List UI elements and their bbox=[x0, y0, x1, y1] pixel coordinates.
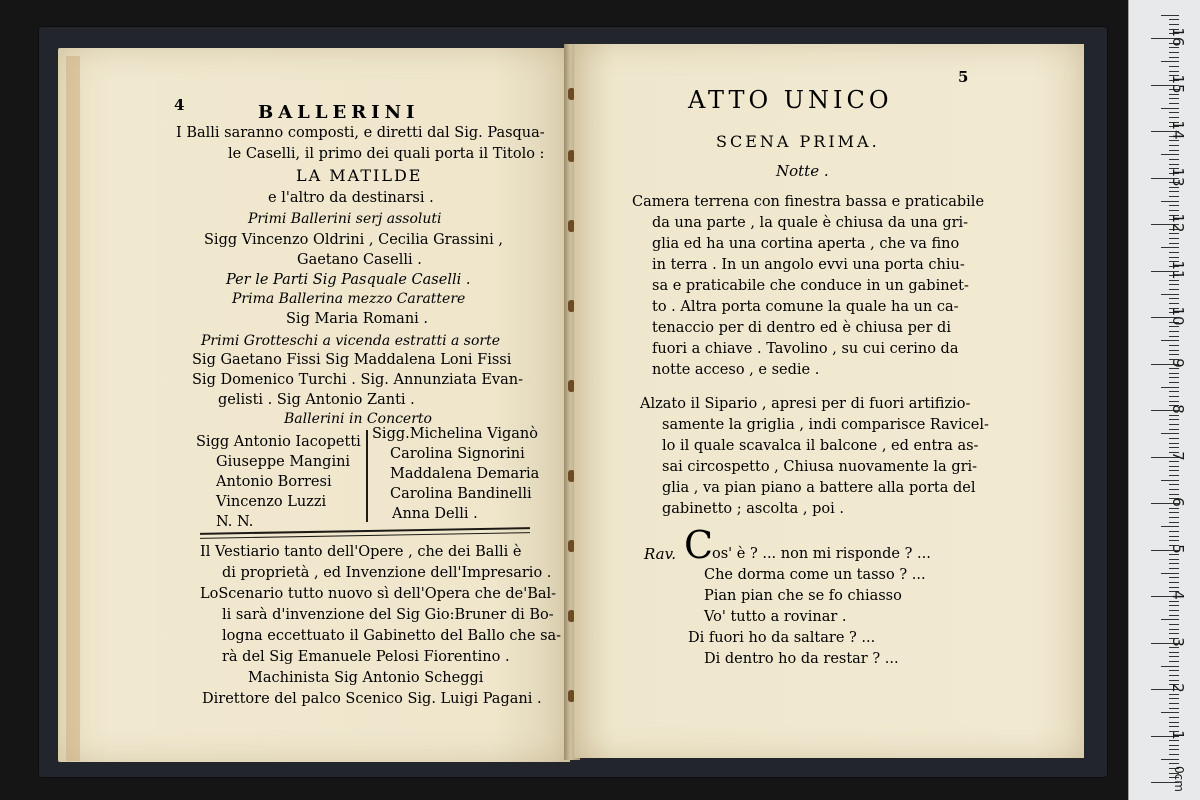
title-la-matilde: LA MATILDE bbox=[296, 166, 423, 185]
concerto-name: Carolina Signorini bbox=[390, 446, 525, 462]
description-line: lo il quale scavalca il balcone , ed entra as- bbox=[662, 438, 979, 454]
description-line: notte acceso , e sedie . bbox=[652, 362, 820, 378]
ruler-label: 7 bbox=[1169, 450, 1187, 461]
description-line: to . Altra porta comune la quale ha un ca- bbox=[652, 299, 959, 315]
ruler-tick bbox=[1169, 698, 1179, 699]
ruler-tick bbox=[1169, 52, 1179, 53]
ruler-tick bbox=[1169, 331, 1179, 332]
ruler-label: 14 bbox=[1169, 120, 1187, 140]
verse-line: Che dorma come un tasso ? ... bbox=[704, 567, 926, 583]
drop-cap: C bbox=[684, 523, 714, 567]
page-number-right: 5 bbox=[958, 68, 969, 86]
ruler-tick bbox=[1169, 670, 1179, 671]
ruler-tick bbox=[1161, 712, 1179, 713]
description-line: da una parte , la quale è chiusa da una gri- bbox=[652, 215, 969, 231]
ruler-label: 4 bbox=[1169, 590, 1187, 600]
label-concerto: Ballerini in Concerto bbox=[284, 411, 432, 427]
ruler-tick bbox=[1169, 196, 1179, 197]
ruler-label: 5 bbox=[1169, 543, 1187, 554]
verse-line: Di dentro ho da restar ? ... bbox=[704, 651, 899, 667]
speaker-label: Rav. bbox=[644, 545, 677, 563]
ruler-tick bbox=[1169, 117, 1179, 118]
ruler-label: 8 bbox=[1169, 404, 1187, 414]
verse-first: os' è ? ... non mi risponde ? ... bbox=[712, 546, 931, 562]
ruler-tick bbox=[1169, 19, 1179, 20]
concerto-name: Giuseppe Mangini bbox=[216, 454, 351, 470]
ruler-label: 0cm bbox=[1172, 766, 1186, 792]
ruler-tick bbox=[1169, 429, 1179, 430]
verse-line: Di fuori ho da saltare ? ... bbox=[688, 630, 876, 646]
credits-line: Direttore del palco Scenico Sig. Luigi Pagani . bbox=[202, 691, 542, 707]
ruler-tick bbox=[1169, 391, 1179, 392]
ruler-label: 12 bbox=[1169, 213, 1187, 233]
ruler-tick bbox=[1169, 150, 1179, 151]
ruler-tick bbox=[1169, 257, 1179, 258]
ruler-tick bbox=[1169, 382, 1179, 383]
label-grotteschi: Primi Grotteschi a vicenda estratti a sorte bbox=[201, 333, 501, 349]
credits-line: Machinista Sig Antonio Scheggi bbox=[248, 670, 484, 686]
description-line: glia ed ha una cortina aperta , che va fino bbox=[652, 236, 960, 252]
ruler-tick bbox=[1169, 71, 1179, 72]
ruler-tick bbox=[1169, 484, 1179, 485]
description-line: samente la griglia , indi comparisce Ravicel- bbox=[662, 417, 989, 433]
heading-ballerini: BALLERINI bbox=[258, 102, 420, 123]
ruler-tick bbox=[1169, 522, 1179, 523]
ruler-tick bbox=[1169, 443, 1179, 444]
ruler-tick bbox=[1169, 424, 1179, 425]
ruler-label: 10 bbox=[1169, 306, 1187, 326]
concerto-name: Maddalena Demaria bbox=[390, 466, 540, 482]
label-prima-ballerina: Prima Ballerina mezzo Carattere bbox=[232, 291, 466, 307]
ruler-label: 1 bbox=[1169, 729, 1187, 740]
ruler-label: 15 bbox=[1169, 73, 1187, 94]
ruler-tick bbox=[1169, 326, 1179, 327]
ruler-tick bbox=[1169, 512, 1179, 513]
ruler-tick bbox=[1169, 470, 1179, 471]
ruler-tick bbox=[1161, 433, 1179, 434]
prima-ballerina-name: Sig Maria Romani . bbox=[286, 311, 429, 327]
ruler-tick bbox=[1161, 294, 1179, 295]
credits-line: LoScenario tutto nuovo sì dell'Opera che de'Bal- bbox=[200, 586, 557, 602]
primi-ballerini-name: Sigg Vincenzo Oldrini , Cecilia Grassini , bbox=[204, 232, 503, 248]
ruler-tick bbox=[1161, 340, 1179, 341]
label-primi-ballerini: Primi Ballerini serj assoluti bbox=[248, 211, 442, 227]
ruler-tick bbox=[1169, 233, 1179, 234]
description-line: sai circospetto , Chiusa nuovamente la gri- bbox=[662, 459, 978, 475]
ruler-tick bbox=[1169, 98, 1179, 99]
ruler-tick bbox=[1169, 475, 1179, 476]
credits-line: Il Vestiario tanto dell'Opere , che dei Balli è bbox=[200, 544, 522, 560]
concerto-name: Anna Delli . bbox=[392, 506, 478, 522]
ruler-tick bbox=[1169, 47, 1179, 48]
credits-line: rà del Sig Emanuele Pelosi Fiorentino . bbox=[222, 649, 510, 665]
concerto-name: Antonio Borresi bbox=[216, 474, 332, 490]
ruler-tick bbox=[1169, 536, 1179, 537]
ruler-tick bbox=[1169, 298, 1179, 299]
ruler-tick bbox=[1169, 140, 1179, 141]
ruler-tick bbox=[1169, 336, 1179, 337]
ruler-tick bbox=[1161, 666, 1179, 667]
ruler-tick bbox=[1169, 210, 1179, 211]
concerto-name: N. N. bbox=[216, 514, 254, 530]
ruler-tick bbox=[1169, 303, 1179, 304]
ruler-tick bbox=[1161, 573, 1179, 574]
ruler-tick bbox=[1169, 577, 1179, 578]
description-line: glia , va pian piano a battere alla porta del bbox=[662, 480, 976, 496]
page-number-left: 4 bbox=[174, 96, 185, 114]
description-line: gabinetto ; ascolta , poi . bbox=[662, 501, 844, 517]
verse-line: Vo' tutto a rovinar . bbox=[704, 609, 847, 625]
ruler-tick bbox=[1169, 345, 1179, 346]
ruler-tick bbox=[1169, 289, 1179, 290]
primi-ballerini-name: Gaetano Caselli . bbox=[297, 252, 422, 268]
description-line: fuori a chiave . Tavolino , su cui cerino da bbox=[652, 341, 959, 357]
ruler-tick bbox=[1169, 610, 1179, 611]
ruler-label: 11 bbox=[1169, 259, 1187, 280]
concerto-name: Sigg Antonio Iacopetti bbox=[196, 434, 361, 450]
verse-line: Pian pian che se fo chiasso bbox=[704, 588, 902, 604]
ruler-tick bbox=[1169, 284, 1179, 285]
ruler-tick bbox=[1169, 708, 1179, 709]
ruler-label: 2 bbox=[1169, 683, 1187, 693]
ruler-tick bbox=[1169, 629, 1179, 630]
ruler-label: 16 bbox=[1169, 27, 1187, 47]
description-line: sa e praticabile che conduce in un gabinet- bbox=[652, 278, 969, 294]
ruler-tick bbox=[1169, 675, 1179, 676]
ruler-tick bbox=[1169, 568, 1179, 569]
scene-title: SCENA PRIMA. bbox=[716, 132, 880, 151]
ruler-tick bbox=[1169, 377, 1179, 378]
ruler-tick bbox=[1169, 717, 1179, 718]
ruler-tick bbox=[1169, 419, 1179, 420]
measurement-ruler bbox=[1128, 0, 1200, 800]
ruler-label: 6 bbox=[1169, 497, 1187, 507]
ruler-tick bbox=[1169, 605, 1179, 606]
grotteschi-name: gelisti . Sig Antonio Zanti . bbox=[218, 392, 415, 408]
ruler-tick bbox=[1161, 526, 1179, 527]
ruler-tick bbox=[1169, 252, 1179, 253]
intro-line: le Caselli, il primo dei quali porta il Titolo : bbox=[228, 146, 545, 162]
ruler-tick bbox=[1169, 703, 1179, 704]
description-line: in terra . In un angolo evvi una porta chiu- bbox=[652, 257, 965, 273]
credits-line: li sarà d'invenzione del Sig Gio:Bruner di Bo- bbox=[222, 607, 554, 623]
ruler-tick bbox=[1169, 624, 1179, 625]
ruler-tick bbox=[1161, 759, 1179, 760]
ruler-tick bbox=[1169, 722, 1179, 723]
ruler-tick bbox=[1169, 205, 1179, 206]
intro-line: I Balli saranno composti, e diretti dal Sig. Pasqua- bbox=[176, 125, 545, 141]
ruler-label: 13 bbox=[1169, 166, 1187, 187]
ruler-tick bbox=[1169, 754, 1179, 755]
ruler-tick bbox=[1161, 480, 1179, 481]
ruler-tick bbox=[1169, 164, 1179, 165]
ruler-tick bbox=[1169, 103, 1179, 104]
ruler-tick bbox=[1169, 489, 1179, 490]
credits-line: di proprietà , ed Invenzione dell'Impresario . bbox=[222, 565, 552, 581]
ruler-tick bbox=[1169, 57, 1179, 58]
ruler-tick bbox=[1161, 154, 1179, 155]
ruler-tick bbox=[1161, 108, 1179, 109]
ruler-tick bbox=[1169, 656, 1179, 657]
ruler-tick bbox=[1169, 66, 1179, 67]
concerto-name: Vincenzo Luzzi bbox=[216, 494, 327, 510]
ruler-tick bbox=[1169, 396, 1179, 397]
ruler-tick bbox=[1169, 243, 1179, 244]
ruler-tick bbox=[1169, 749, 1179, 750]
ruler-tick bbox=[1169, 615, 1179, 616]
ruler-tick bbox=[1161, 61, 1179, 62]
ruler-tick bbox=[1161, 387, 1179, 388]
description-line: tenaccio per di dentro ed è chiusa per di bbox=[652, 320, 951, 336]
column-divider bbox=[366, 430, 368, 522]
ruler-label: 3 bbox=[1169, 636, 1187, 647]
ruler-tick bbox=[1169, 582, 1179, 583]
ruler-tick bbox=[1169, 112, 1179, 113]
ruler-tick bbox=[1161, 15, 1179, 16]
ruler-tick bbox=[1169, 350, 1179, 351]
ruler-tick bbox=[1169, 661, 1179, 662]
concerto-name: Carolina Bandinelli bbox=[390, 486, 532, 502]
time-of-day: Notte . bbox=[776, 162, 829, 180]
ruler-tick bbox=[1169, 24, 1179, 25]
line-altro: e l'altro da destinarsi . bbox=[268, 190, 434, 206]
description-line: Camera terrena con finestra bassa e praticabile bbox=[632, 194, 985, 210]
ruler-tick bbox=[1169, 563, 1179, 564]
ruler-tick bbox=[1169, 159, 1179, 160]
concerto-name: Sigg.Michelina Viganò bbox=[372, 426, 538, 442]
grotteschi-name: Sig Gaetano Fissi Sig Maddalena Loni Fissi bbox=[192, 352, 512, 368]
ruler-tick bbox=[1169, 531, 1179, 532]
ruler-tick bbox=[1169, 145, 1179, 146]
ruler-tick bbox=[1161, 247, 1179, 248]
ruler-tick bbox=[1161, 201, 1179, 202]
act-title: ATTO UNICO bbox=[688, 86, 893, 114]
left-page-edge bbox=[66, 56, 80, 761]
grotteschi-name: Sig Domenico Turchi . Sig. Annunziata Evan- bbox=[192, 372, 524, 388]
ruler-tick bbox=[1169, 517, 1179, 518]
ruler-label: 9 bbox=[1169, 357, 1187, 368]
ruler-tick bbox=[1169, 191, 1179, 192]
description-line: Alzato il Sipario , apresi per di fuori artifizio- bbox=[640, 396, 971, 412]
parti-line: Per le Parti Sig Pasquale Caselli . bbox=[226, 272, 471, 288]
credits-line: logna eccettuato il Gabinetto del Ballo che sa- bbox=[222, 628, 562, 644]
ruler-tick bbox=[1161, 619, 1179, 620]
ruler-tick bbox=[1169, 438, 1179, 439]
ruler-tick bbox=[1169, 238, 1179, 239]
